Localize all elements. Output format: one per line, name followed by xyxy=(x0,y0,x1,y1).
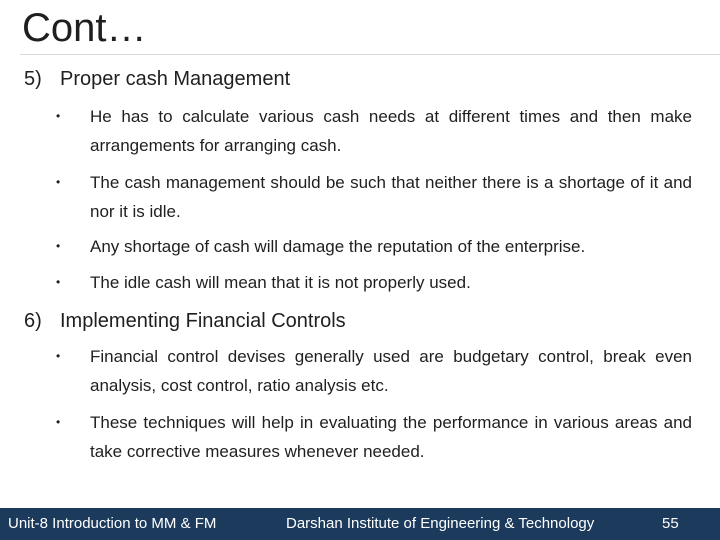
bullet-icon: • xyxy=(56,109,61,123)
section-heading-text: Proper cash Management xyxy=(60,68,291,90)
bullet-icon: • xyxy=(56,239,61,253)
footer-bar xyxy=(0,508,720,540)
bullet-icon: • xyxy=(56,349,61,363)
bullet-item xyxy=(56,168,692,226)
bullet-item xyxy=(56,342,692,400)
bullet-item xyxy=(56,232,692,261)
bullet-text: The idle cash will mean that it is not properly used. xyxy=(90,273,471,292)
footer-page-number: 55 xyxy=(662,515,679,532)
bullet-icon: • xyxy=(56,175,61,189)
section-number: 6) xyxy=(24,310,42,332)
footer-unit-label: Unit-8 Introduction to MM & FM xyxy=(8,515,217,532)
section-heading-financial-controls xyxy=(24,308,346,334)
bullet-icon: • xyxy=(56,275,61,289)
bullet-text: He has to calculate various cash needs at different times and then make arrangements for arranging cash. xyxy=(90,107,692,155)
bullet-text: The cash management should be such that neither there is a shortage of it and nor it is idle. xyxy=(90,173,692,221)
slide-title: Cont… xyxy=(22,6,147,50)
bullet-icon: • xyxy=(56,415,61,429)
bullet-text: These techniques will help in evaluating the performance in various areas and take corrective measures whenever needed. xyxy=(90,413,692,461)
bullet-item xyxy=(56,408,692,466)
section-heading-cash-management xyxy=(24,66,290,92)
bullet-item xyxy=(56,102,692,160)
title-divider xyxy=(20,54,720,55)
footer-institute-label: Darshan Institute of Engineering & Technology xyxy=(286,515,595,532)
bullet-text: Any shortage of cash will damage the reputation of the enterprise. xyxy=(90,237,586,256)
section-number: 5) xyxy=(24,68,42,90)
bullet-item xyxy=(56,268,692,297)
section-heading-text: Implementing Financial Controls xyxy=(60,310,346,332)
bullet-text: Financial control devises generally used are budgetary control, break even analysis, cost control, ratio analysis etc. xyxy=(90,347,692,395)
